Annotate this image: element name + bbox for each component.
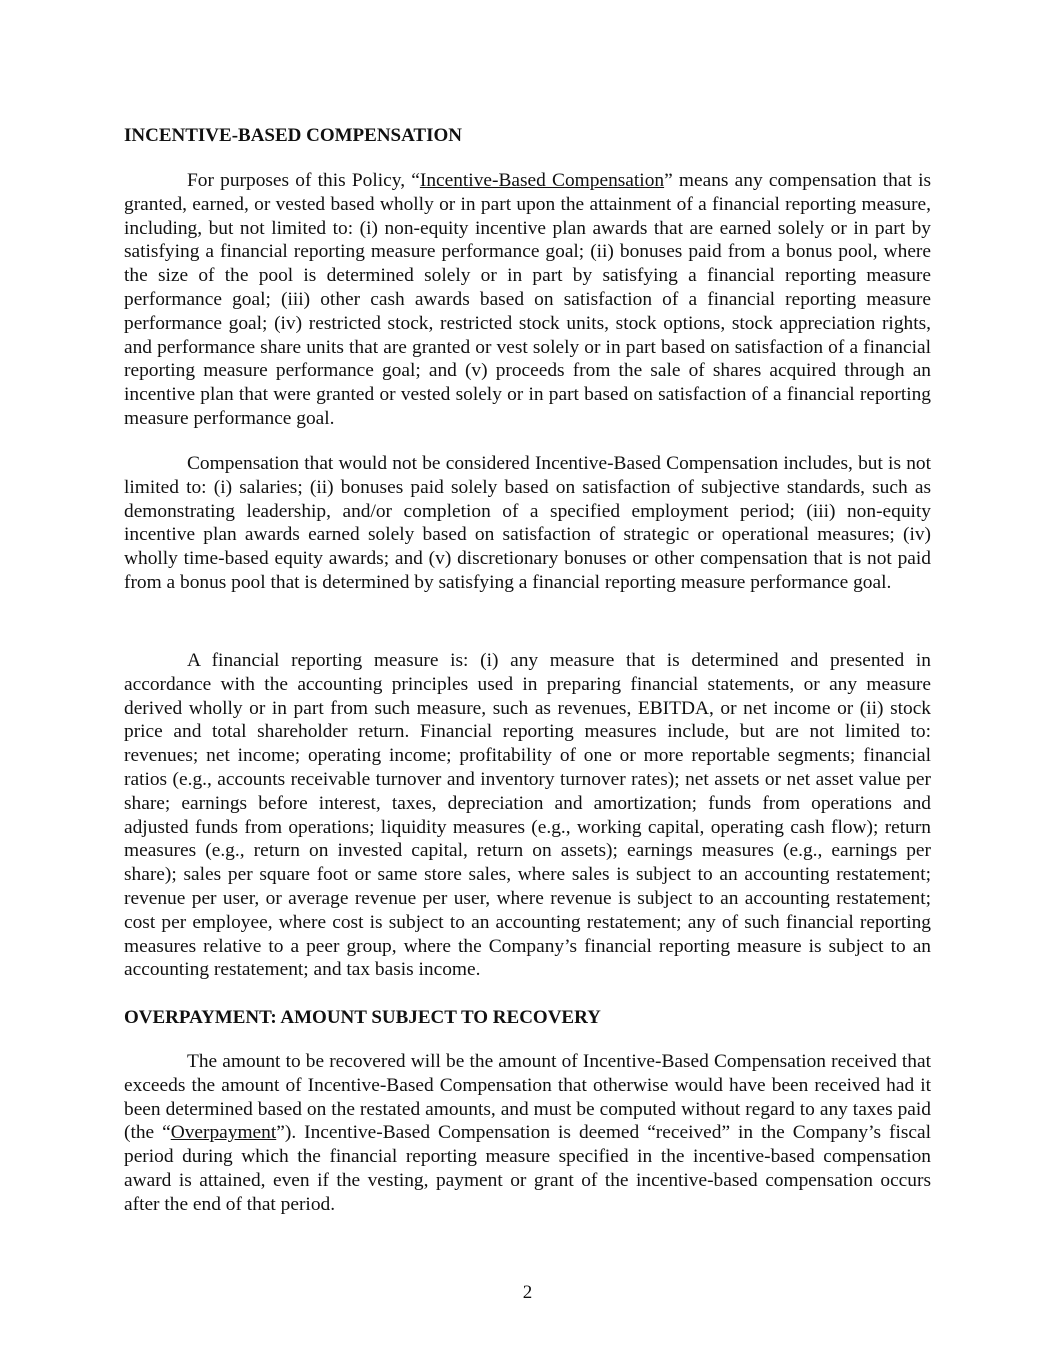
paragraph-overpayment-definition — [124, 1050, 931, 1217]
paragraph-financial-reporting-measure: A financial reporting measure is: (i) any measure that is determined and presented in accordance with the accounting principles used in preparing financial statements, or any measure derived wholly or in part from such measure, such as revenues, EBITDA, or net income or (ii) stock price and total shareholder return. Financial reporting measures include, but are not limited to: revenues; net income; operating income; profitability of one or more reportable segments; financial ratios (e.g., accounts receivable turnover and inventory turnover rates); net assets or net asset value per share; earnings before interest, taxes, depreciation and amortization; funds from operations and adjusted funds from operations; liquidity measures (e.g., working capital, operating cash flow); return measures (e.g., return on invested capital, return on assets); earnings measures (e.g., earnings per share); sales per square foot or same store sales, where sales is subject to an accounting restatement; revenue per user, or average revenue per user, where revenue is subject to an accounting restatement; cost per employee, where cost is subject to an accounting restatement; any of such financial reporting measures relative to a peer group, where the Company’s financial reporting measure is subject to an accounting restatement; and tax basis income. — [124, 650, 931, 981]
defined-term-incentive-based-compensation: Incentive-Based Compensation — [419, 170, 665, 191]
section-heading-incentive-based-compensation: INCENTIVE-BASED COMPENSATION — [124, 125, 463, 146]
paragraph-incentive-definition — [124, 169, 931, 431]
page-number: 2 — [522, 1282, 533, 1303]
defined-term-overpayment: Overpayment — [170, 1122, 277, 1144]
paragraph-text-rest: ” means any compensation that is granted, earned, or vested based wholly or in part upon the attainment of a financial reporting measure, including, but not limited to: (i) non-equity incentive plan awards that are earned solely or in part by satisfying a financial reporting measure performance goal; (ii) bonuses paid from a bonus pool, where the size of the pool is determined solely or in part by satisfying a financial reporting measure performance goal; (iii) other cash awards based on satisfaction of a financial reporting measure performance goal; (iv) restricted stock, restricted stock units, stock options, stock appreciation rights, and performance share units that are granted or vest solely or in part based on satisfaction of a financial reporting measure performance goal; and (v) proceeds from the sale of shares acquired through an incentive plan that were granted or vested solely or in part based on satisfaction of a financial reporting measure performance goal. — [124, 170, 932, 429]
paragraph-exclusions: Compensation that would not be considered Incentive-Based Compensation includes, but is not limited to: (i) salaries; (ii) bonuses paid solely based on satisfaction of subjective standards, such as demonstrating leadership, and/or completion of a specified employment period; (iii) non-equity incentive plan awards earned solely based on satisfaction of strategic or operational measures; (iv) wholly time-based equity awards; and (v) discretionary bonuses or other compensation that is not paid from a bonus pool that is determined by satisfying a financial reporting measure performance goal. — [124, 453, 931, 593]
paragraph-text-lead: The amount to be recovered will be the amount of Incentive-Based Compensation received that exceeds the amount of Incentive-Based Compensation that otherwise would have been received had it been determined based on the restated amounts, and must be computed without regard to any taxes paid (the “ — [124, 1051, 931, 1144]
paragraph-text-lead: For purposes of this Policy, “ — [187, 170, 420, 191]
paragraph-text-rest: ”). Incentive-Based Compensation is deemed “received” in the Company’s fiscal period during which the financial reporting measure specified in the incentive-based compensation award is attained, even if the vesting, payment or grant of the incentive-based compensation occurs after the end of that period. — [124, 1122, 931, 1215]
section-heading-overpayment: OVERPAYMENT: AMOUNT SUBJECT TO RECOVERY — [124, 1007, 601, 1028]
